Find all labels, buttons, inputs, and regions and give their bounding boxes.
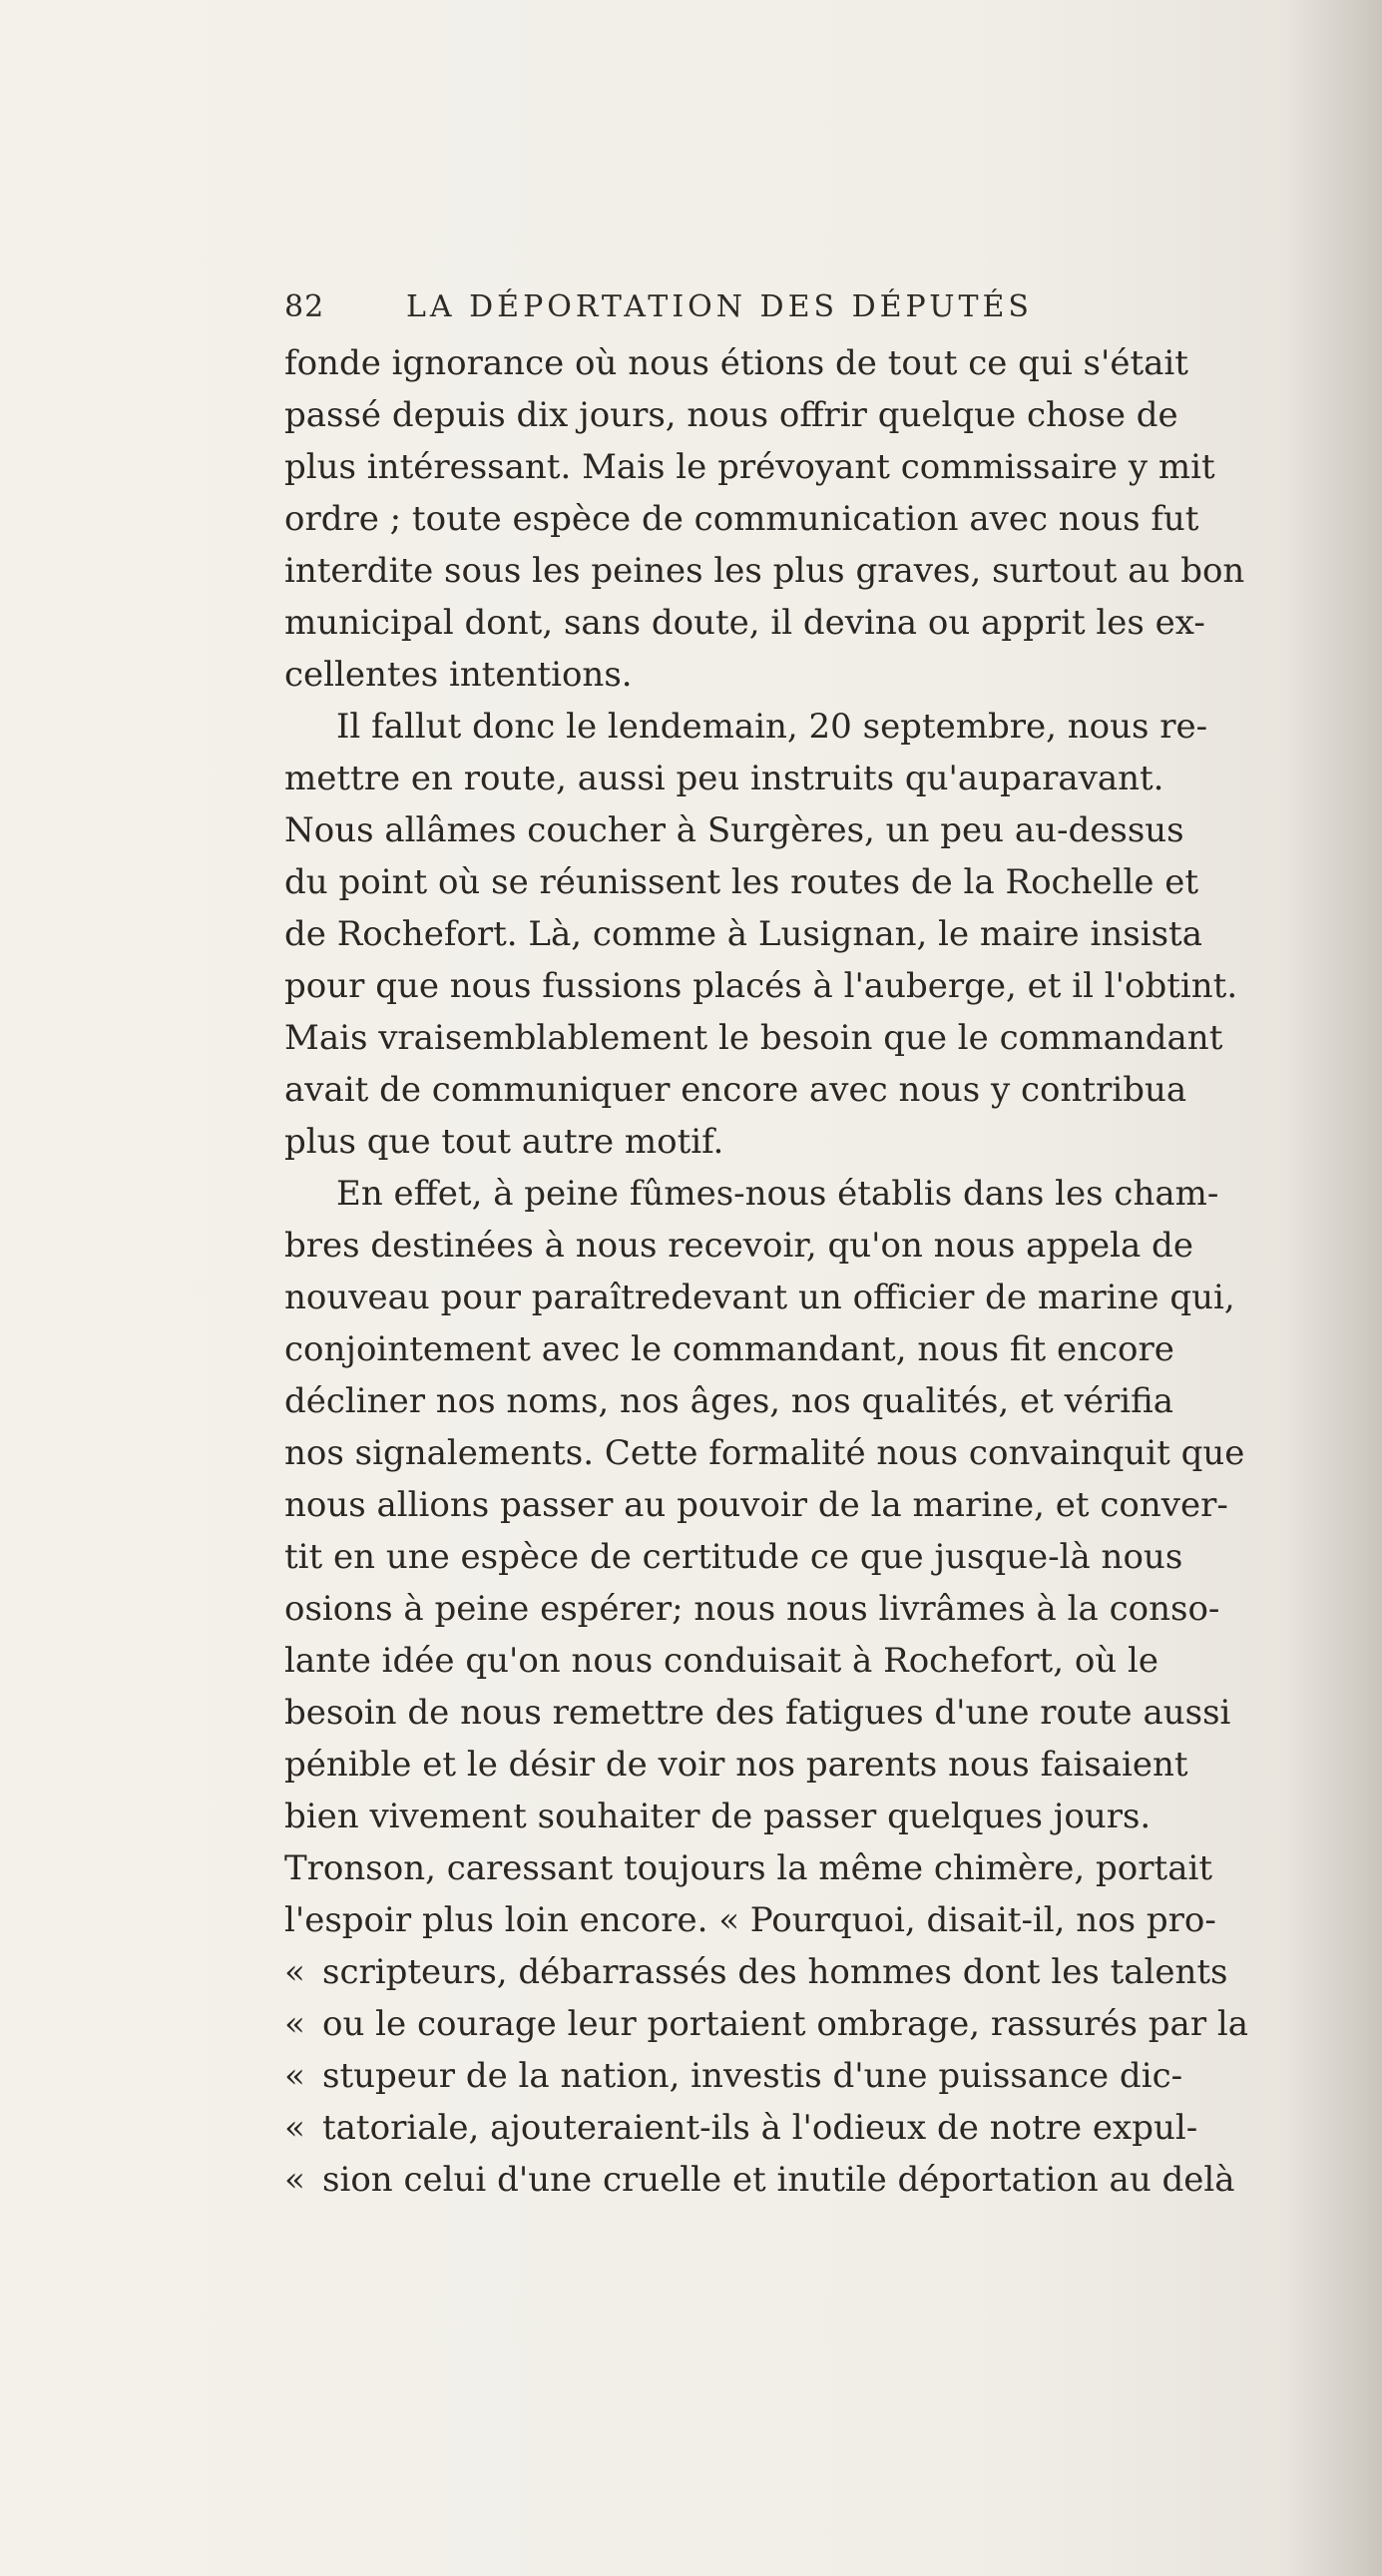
quoted-text: tatoriale, ajouteraient-ils à l'odieux de notre expul-	[322, 2108, 1198, 2148]
text-line: municipal dont, sans doute, il devina ou apprit les ex-	[284, 603, 1205, 643]
text-line: du point où se réunissent les routes de la Rochelle et	[284, 862, 1199, 902]
quote-mark: «	[284, 2160, 305, 2200]
quoted-text: ou le courage leur portaient ombrage, rassurés par la	[322, 2004, 1249, 2044]
quoted-text: sion celui d'une cruelle et inutile déportation au delà	[322, 2160, 1235, 2200]
text-line: plus intéressant. Mais le prévoyant commissaire y mit	[284, 447, 1215, 487]
quote-mark: «	[284, 2056, 305, 2096]
text-line: Mais vraisemblablement le besoin que le commandant	[284, 1018, 1223, 1058]
text-line: passé depuis dix jours, nous offrir quelque chose de	[284, 395, 1178, 435]
quoted-line	[284, 1946, 1332, 1998]
text-line: bres destinées à nous recevoir, qu'on nous appela de	[284, 1226, 1193, 1266]
paragraph-first-line: En effet, à peine fûmes-nous établis dans les cham-	[336, 1174, 1219, 1214]
text-line: nos signalements. Cette formalité nous convainquit que	[284, 1433, 1245, 1473]
quoted-text: stupeur de la nation, investis d'une puissance dic-	[322, 2056, 1183, 2096]
text-line: l'espoir plus loin encore. « Pourquoi, disait-il, nos pro-	[284, 1900, 1216, 1940]
page-text-block	[284, 281, 1332, 2206]
text-line: tit en une espèce de certitude ce que jusque-là nous	[284, 1537, 1183, 1577]
text-line: bien vivement souhaiter de passer quelques jours.	[284, 1797, 1152, 1836]
quoted-line	[284, 2154, 1332, 2206]
text-line: osions à peine espérer; nous nous livrâmes à la conso-	[284, 1589, 1220, 1629]
quote-mark: «	[284, 2108, 305, 2148]
text-line: besoin de nous remettre des fatigues d'une route aussi	[284, 1693, 1231, 1733]
text-line: nouveau pour paraîtredevant un officier de marine qui,	[284, 1278, 1235, 1317]
text-line: Tronson, caressant toujours la même chimère, portait	[284, 1848, 1213, 1888]
quoted-line	[284, 2102, 1332, 2154]
text-line: cellentes intentions.	[284, 655, 633, 695]
text-line: ordre ; toute espèce de communication avec nous fut	[284, 499, 1199, 539]
text-line: conjointement avec le commandant, nous fit encore	[284, 1329, 1174, 1369]
text-line: plus que tout autre motif.	[284, 1122, 724, 1162]
text-line: mettre en route, aussi peu instruits qu'auparavant.	[284, 759, 1164, 798]
quoted-line	[284, 1998, 1332, 2050]
running-head-title: LA DÉPORTATION DES DÉPUTÉS	[406, 289, 1033, 324]
quote-mark: «	[284, 1952, 305, 1992]
text-line: Nous allâmes coucher à Surgères, un peu au-dessus	[284, 810, 1184, 850]
text-line: de Rochefort. Là, comme à Lusignan, le maire insista	[284, 914, 1202, 954]
quoted-line	[284, 2050, 1332, 2102]
running-head	[284, 281, 1332, 337]
quoted-text: scripteurs, débarrassés des hommes dont les talents	[322, 1952, 1228, 1992]
page-number: 82	[284, 289, 325, 324]
text-line: lante idée qu'on nous conduisait à Rochefort, où le	[284, 1641, 1158, 1681]
text-line: nous allions passer au pouvoir de la marine, et conver-	[284, 1485, 1228, 1525]
text-line: pénible et le désir de voir nos parents nous faisaient	[284, 1745, 1188, 1785]
paragraph-first-line: Il fallut donc le lendemain, 20 septembre, nous re-	[336, 707, 1208, 747]
text-line: décliner nos noms, nos âges, nos qualités, et vérifia	[284, 1381, 1174, 1421]
text-line: avait de communiquer encore avec nous y contribua	[284, 1070, 1187, 1110]
text-line: pour que nous fussions placés à l'auberge, et il l'obtint.	[284, 966, 1238, 1006]
text-line: fonde ignorance où nous étions de tout ce qui s'était	[284, 343, 1188, 383]
quote-mark: «	[284, 2004, 305, 2044]
text-line: interdite sous les peines les plus graves, surtout au bon	[284, 551, 1245, 591]
